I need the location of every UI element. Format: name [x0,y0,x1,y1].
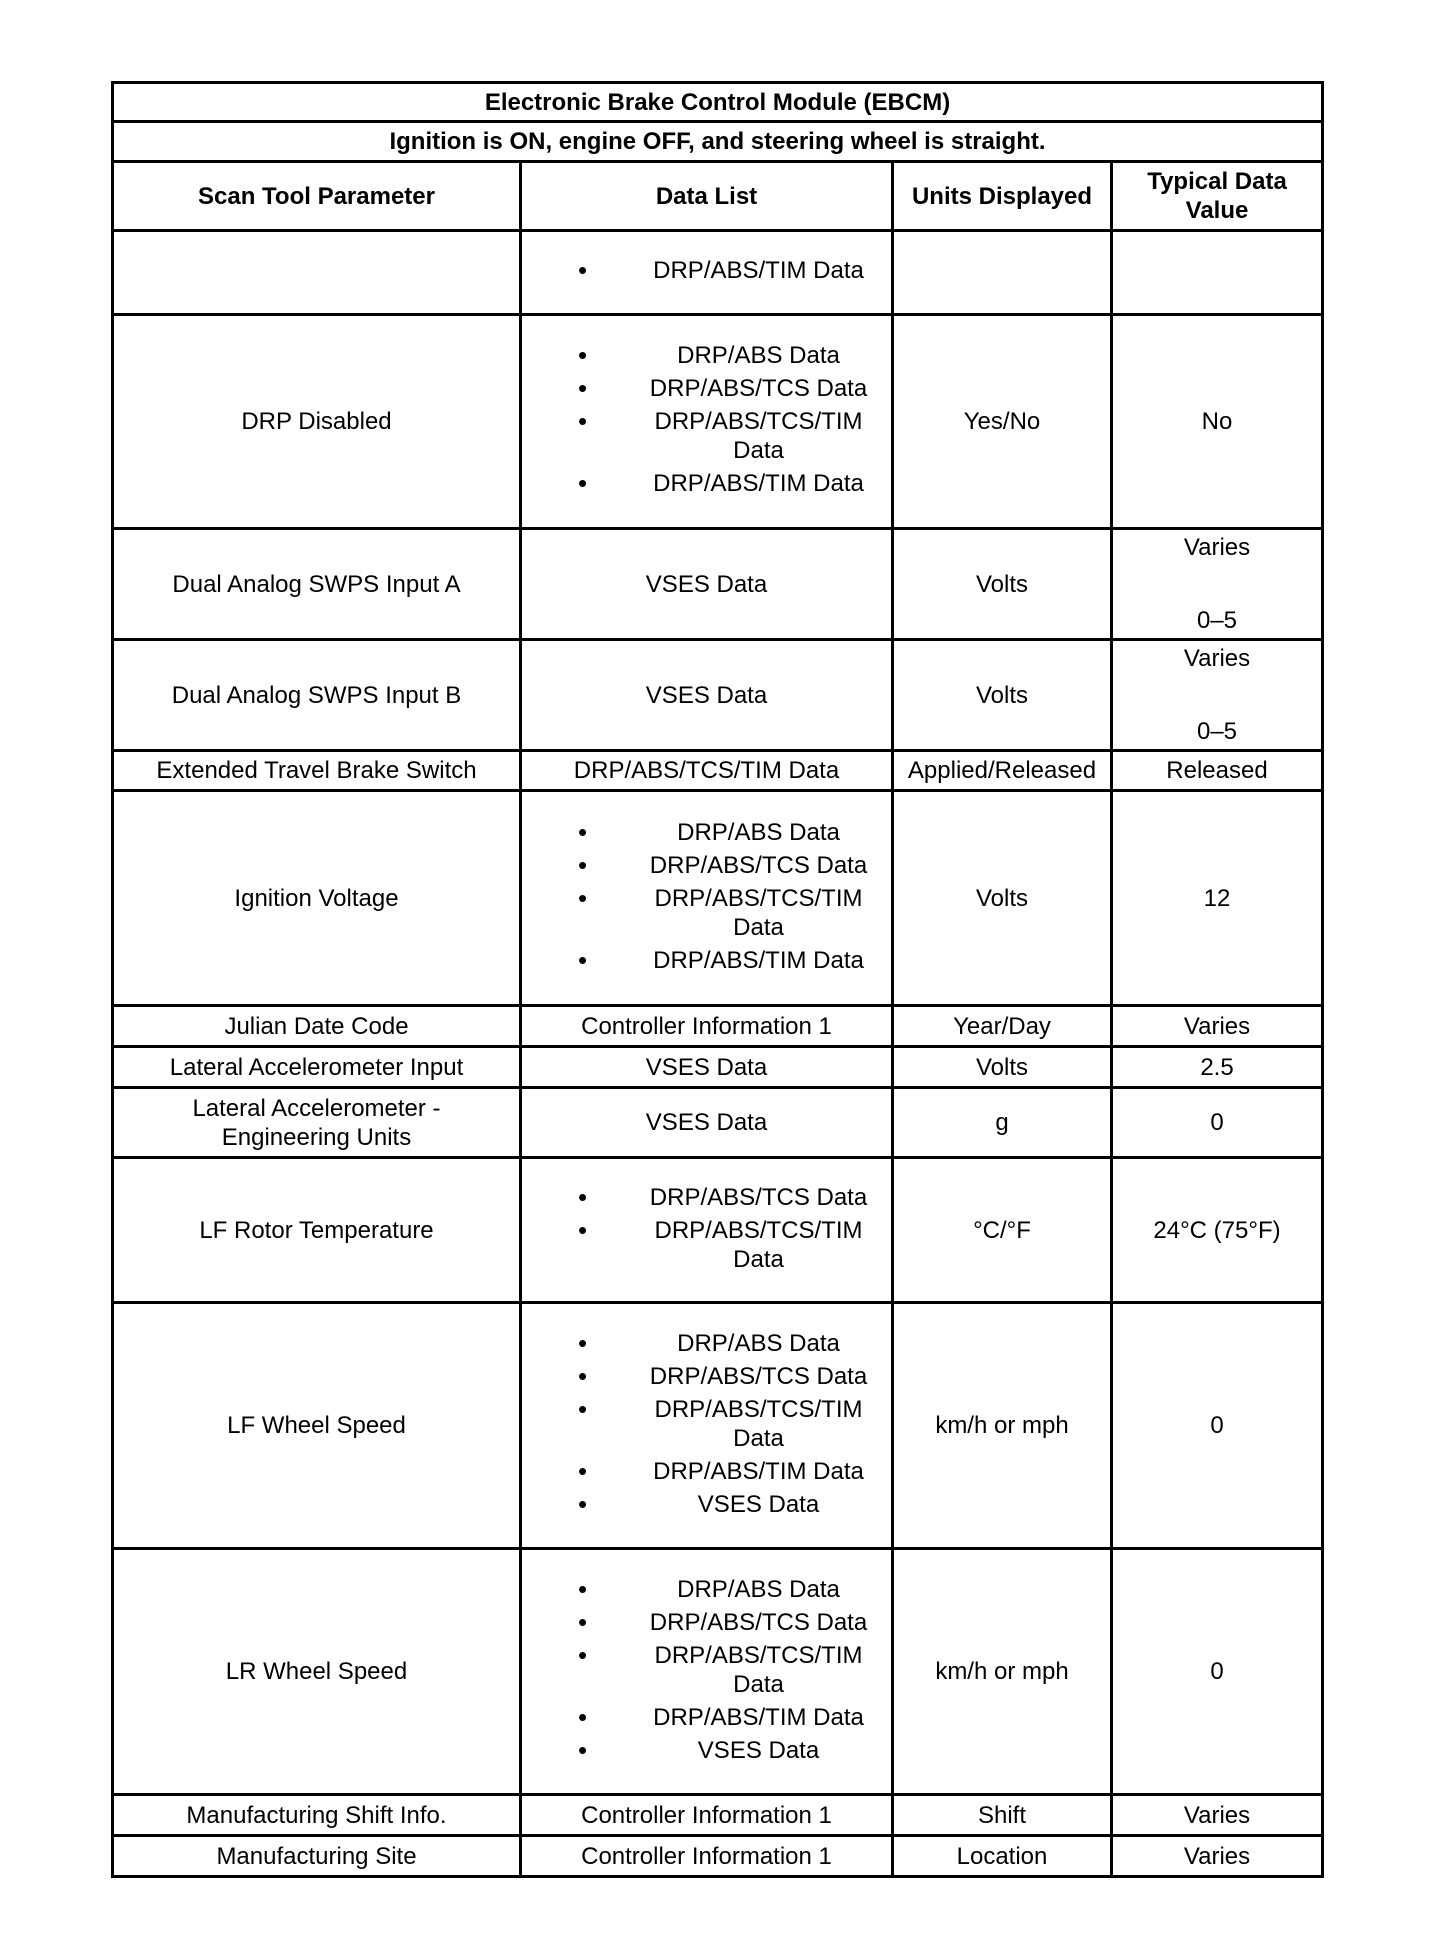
data-list-cell: Controller Information 1 [521,1836,893,1877]
value-cell [1112,640,1323,751]
table-row [113,1795,1323,1836]
data-list-cell: VSES Data [521,640,893,751]
param-cell: Lateral Accelerometer - Engineering Units [113,1088,521,1158]
data-list-item: • DRP/ABS/TCS Data [632,1362,885,1391]
column-header-row [113,162,1323,231]
units-cell: Year/Day [893,1006,1112,1047]
param-cell: Extended Travel Brake Switch [113,751,521,791]
table-row [113,1006,1323,1047]
param-cell: Lateral Accelerometer Input [113,1047,521,1088]
value-cell: 0 [1112,1549,1323,1795]
ebcm-data-table [111,81,1324,1878]
data-list-item: • DRP/ABS/TCS Data [632,374,885,403]
value-cell: 0 [1112,1303,1323,1549]
data-list-cell [521,1303,893,1549]
value-cell: 0 [1112,1088,1323,1158]
units-cell: km/h or mph [893,1303,1112,1549]
data-list-item: • DRP/ABS/TCS/TIM Data [632,1216,885,1274]
units-cell: °C/°F [893,1158,1112,1303]
value-top: Varies [1183,534,1251,561]
table-row [113,791,1323,1006]
data-list-cell: VSES Data [521,1047,893,1088]
value-cell: 12 [1112,791,1323,1006]
units-cell: g [893,1088,1112,1158]
data-list-item: • VSES Data [632,1490,885,1519]
data-list-item: • DRP/ABS/TIM Data [632,1457,885,1486]
table-row [113,1158,1323,1303]
data-list-item: • DRP/ABS/TCS Data [632,1183,885,1212]
units-cell: Location [893,1836,1112,1877]
data-list-item: • DRP/ABS/TCS Data [632,1608,885,1637]
data-list-cell [521,315,893,529]
table-condition: Ignition is ON, engine OFF, and steering wheel is straight. [113,122,1323,162]
units-cell: km/h or mph [893,1549,1112,1795]
param-cell: Julian Date Code [113,1006,521,1047]
value-cell: Released [1112,751,1323,791]
data-list-item: • VSES Data [632,1736,885,1765]
data-list-item: • DRP/ABS/TCS/TIM Data [632,407,885,465]
data-list-cell [521,1549,893,1795]
header-data-list: Data List [521,162,893,231]
table-row [113,640,1323,751]
data-list-item: • DRP/ABS/TIM Data [632,946,885,975]
data-list-item: • DRP/ABS/TIM Data [632,1703,885,1732]
value-cell: No [1112,315,1323,529]
value-cell: Varies [1112,1006,1323,1047]
data-list-item: • DRP/ABS/TCS/TIM Data [632,884,885,942]
units-cell: Applied/Released [893,751,1112,791]
value-cell [1112,231,1323,315]
table-row [113,315,1323,529]
units-cell: Yes/No [893,315,1112,529]
param-cell: LR Wheel Speed [113,1549,521,1795]
data-list-item: • DRP/ABS/TCS Data [632,851,885,880]
units-cell: Volts [893,1047,1112,1088]
units-cell: Shift [893,1795,1112,1836]
table-row [113,231,1323,315]
data-list-item: • DRP/ABS Data [632,1329,885,1358]
param-cell [113,231,521,315]
data-list-cell: Controller Information 1 [521,1795,893,1836]
header-units-displayed: Units Displayed [893,162,1112,231]
data-list-item: • DRP/ABS/TIM Data [632,256,885,285]
value-bottom: 0–5 [1196,607,1238,634]
param-cell: Dual Analog SWPS Input A [113,529,521,640]
value-cell: 24°C (75°F) [1112,1158,1323,1303]
param-cell: DRP Disabled [113,315,521,529]
table-title: Electronic Brake Control Module (EBCM) [113,83,1323,122]
data-list-item: • DRP/ABS Data [632,341,885,370]
data-list-item: • DRP/ABS Data [632,818,885,847]
value-bottom: 0–5 [1196,718,1238,745]
data-list-item: • DRP/ABS/TIM Data [632,469,885,498]
data-list-item: • DRP/ABS Data [632,1575,885,1604]
param-cell: Ignition Voltage [113,791,521,1006]
value-cell [1112,529,1323,640]
table-row [113,1836,1323,1877]
value-cell: 2.5 [1112,1047,1323,1088]
data-list-cell: VSES Data [521,529,893,640]
table-condition-row [113,122,1323,162]
units-cell [893,231,1112,315]
value-cell: Varies [1112,1836,1323,1877]
table-row [113,1303,1323,1549]
table-row [113,751,1323,791]
header-typical-data-value: Typical Data Value [1112,162,1323,231]
data-list-cell: Controller Information 1 [521,1006,893,1047]
header-scan-tool-parameter: Scan Tool Parameter [113,162,521,231]
data-list-cell: DRP/ABS/TCS/TIM Data [521,751,893,791]
data-list-cell [521,231,893,315]
value-cell: Varies [1112,1795,1323,1836]
table-row [113,1088,1323,1158]
param-cell: LF Rotor Temperature [113,1158,521,1303]
units-cell: Volts [893,640,1112,751]
data-list-item: • DRP/ABS/TCS/TIM Data [632,1641,885,1699]
param-cell: LF Wheel Speed [113,1303,521,1549]
table-title-row [113,83,1323,122]
value-top: Varies [1183,645,1251,672]
data-list-cell [521,791,893,1006]
param-cell: Manufacturing Site [113,1836,521,1877]
data-list-cell [521,1158,893,1303]
table-row [113,1549,1323,1795]
data-list-cell: VSES Data [521,1088,893,1158]
data-list-item: • DRP/ABS/TCS/TIM Data [632,1395,885,1453]
table-row [113,529,1323,640]
units-cell: Volts [893,529,1112,640]
units-cell: Volts [893,791,1112,1006]
param-cell: Manufacturing Shift Info. [113,1795,521,1836]
param-cell: Dual Analog SWPS Input B [113,640,521,751]
table-row [113,1047,1323,1088]
